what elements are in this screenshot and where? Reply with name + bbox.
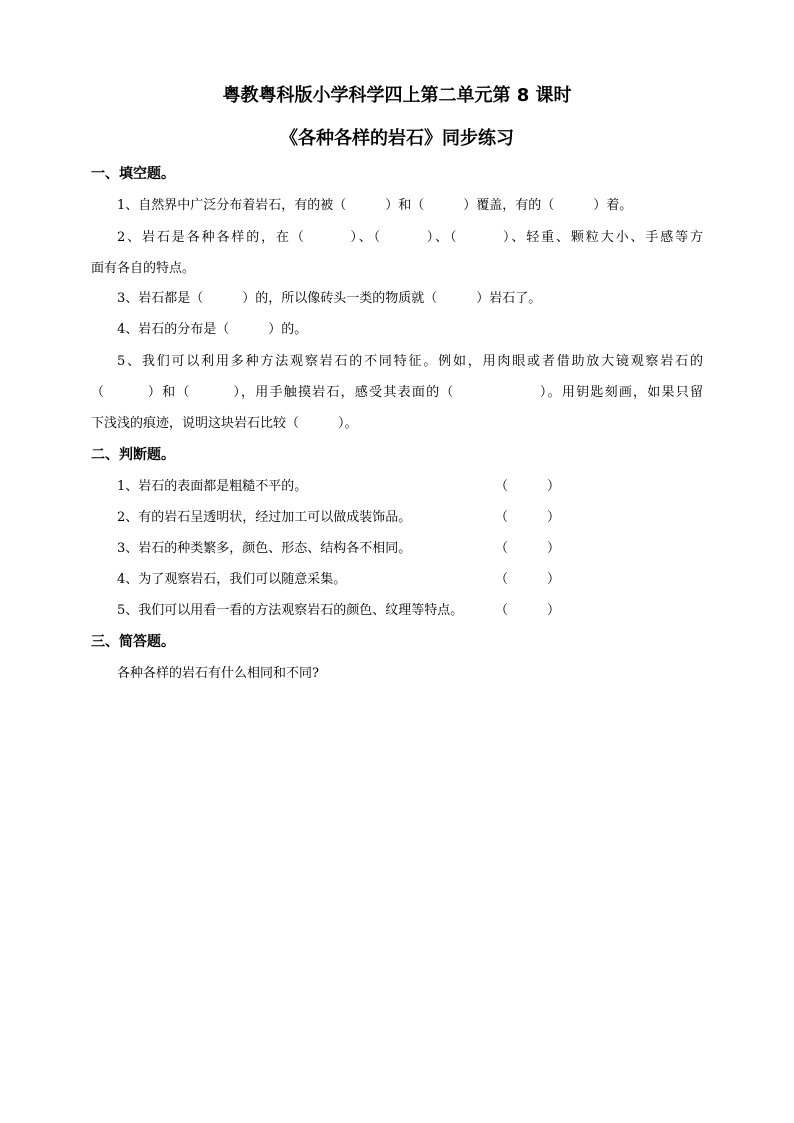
true-false-item-5: 5、我们可以用看一看的方法观察岩石的颜色、纹理等特点。 [117, 603, 464, 618]
fill-blank-question-4: 4、岩石的分布是（ ）的。 [117, 322, 308, 337]
true-false-item-1: 1、岩石的表面都是粗糙不平的。 [117, 479, 308, 494]
worksheet-title-line2: 《各种各样的岩石》同步练习 [280, 128, 514, 149]
true-false-answer-bracket-3: （ ） [495, 541, 561, 556]
true-false-item-2: 2、有的岩石呈透明状，经过加工可以做成装饰品。 [117, 510, 412, 525]
fill-blank-question-2-line1: 2、岩石是各种各样的，在（ ）、（ ）、（ ）、轻重、颗粒大小、手感等方 [117, 230, 703, 245]
true-false-item-4: 4、为了观察岩石，我们可以随意采集。 [117, 572, 347, 587]
section-heading-fill-blank: 一、填空题。 [91, 166, 175, 182]
short-answer-question: 各种各样的岩石有什么相同和不同? [117, 666, 319, 681]
worksheet-title-line1: 粤教粤科版小学科学四上第二单元第 8 课时 [222, 85, 572, 106]
fill-blank-question-3: 3、岩石都是（ ）的，所以像砖头一类的物质就（ ）岩石了。 [117, 291, 542, 306]
true-false-answer-bracket-5: （ ） [495, 603, 561, 618]
section-heading-true-false: 二、判断题。 [91, 447, 175, 463]
fill-blank-question-5-line1: 5、我们可以利用多种方法观察岩石的不同特征。例如，用肉眼或者借助放大镜观察岩石的 [117, 354, 703, 369]
fill-blank-question-1: 1、自然界中广泛分布着岩石，有的被（ ）和（ ）覆盖，有的（ ）着。 [117, 198, 633, 213]
fill-blank-question-2-line2: 面有各自的特点。 [91, 261, 196, 276]
true-false-answer-bracket-2: （ ） [495, 510, 561, 525]
true-false-item-3: 3、岩石的种类繁多，颜色、形态、结构各不相同。 [117, 541, 412, 556]
fill-blank-question-5-line3: 下浅浅的痕迹，说明这块岩石比较（ ）。 [91, 416, 358, 431]
true-false-answer-bracket-4: （ ） [495, 572, 561, 587]
true-false-answer-bracket-1: （ ） [495, 479, 561, 494]
section-heading-short-answer: 三、简答题。 [91, 634, 175, 650]
fill-blank-question-5-line2: （ ）和（ ），用手触摸岩石，感受其表面的（ ）。用钥匙刻画，如果只留 [91, 385, 703, 400]
